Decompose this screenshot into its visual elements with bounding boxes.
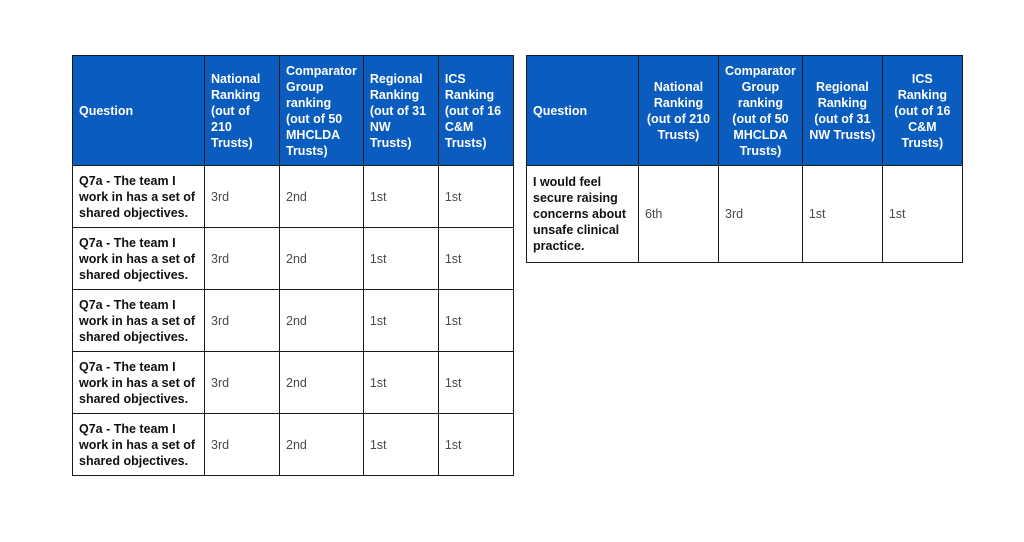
ics-ranking-cell: 1st xyxy=(438,414,513,476)
national-ranking-cell: 3rd xyxy=(205,352,280,414)
comparator-ranking-cell: 2nd xyxy=(280,228,364,290)
comparator-ranking-cell: 2nd xyxy=(280,166,364,228)
question-cell: Q7a - The team I work in has a set of shared objectives. xyxy=(73,290,205,352)
table-row xyxy=(73,290,514,352)
table-row xyxy=(527,166,963,263)
regional-ranking-cell: 1st xyxy=(363,414,438,476)
table-row xyxy=(73,414,514,476)
comparator-ranking-cell: 3rd xyxy=(719,166,803,263)
header-comparator-ranking: Comparator Group ranking (out of 50 MHCLDA Trusts) xyxy=(719,56,803,166)
regional-ranking-cell: 1st xyxy=(363,352,438,414)
question-cell: Q7a - The team I work in has a set of shared objectives. xyxy=(73,166,205,228)
regional-ranking-cell: 1st xyxy=(363,290,438,352)
ics-ranking-cell: 1st xyxy=(438,166,513,228)
regional-ranking-cell: 1st xyxy=(363,166,438,228)
comparator-ranking-cell: 2nd xyxy=(280,352,364,414)
header-regional-ranking: Regional Ranking (out of 31 NW Trusts) xyxy=(802,56,882,166)
rankings-table-right xyxy=(526,55,963,263)
header-regional-ranking: Regional Ranking (out of 31 NW Trusts) xyxy=(363,56,438,166)
header-ics-ranking: ICS Ranking (out of 16 C&M Trusts) xyxy=(882,56,962,166)
header-ics-ranking: ICS Ranking (out of 16 C&M Trusts) xyxy=(438,56,513,166)
question-cell: Q7a - The team I work in has a set of shared objectives. xyxy=(73,228,205,290)
header-question: Question xyxy=(73,56,205,166)
rankings-table-left xyxy=(72,55,514,476)
comparator-ranking-cell: 2nd xyxy=(280,414,364,476)
national-ranking-cell: 3rd xyxy=(205,290,280,352)
header-national-ranking: National Ranking (out of 210 Trusts) xyxy=(639,56,719,166)
ics-ranking-cell: 1st xyxy=(438,352,513,414)
header-row xyxy=(527,56,963,166)
header-row xyxy=(73,56,514,166)
ics-ranking-cell: 1st xyxy=(438,228,513,290)
table-row xyxy=(73,352,514,414)
question-cell: I would feel secure raising concerns about unsafe clinical practice. xyxy=(527,166,639,263)
header-national-ranking: National Ranking (out of 210 Trusts) xyxy=(205,56,280,166)
question-cell: Q7a - The team I work in has a set of shared objectives. xyxy=(73,352,205,414)
regional-ranking-cell: 1st xyxy=(363,228,438,290)
national-ranking-cell: 3rd xyxy=(205,228,280,290)
ics-ranking-cell: 1st xyxy=(438,290,513,352)
header-question: Question xyxy=(527,56,639,166)
regional-ranking-cell: 1st xyxy=(802,166,882,263)
comparator-ranking-cell: 2nd xyxy=(280,290,364,352)
table-row xyxy=(73,228,514,290)
national-ranking-cell: 3rd xyxy=(205,166,280,228)
national-ranking-cell: 3rd xyxy=(205,414,280,476)
table-row xyxy=(73,166,514,228)
question-cell: Q7a - The team I work in has a set of shared objectives. xyxy=(73,414,205,476)
national-ranking-cell: 6th xyxy=(639,166,719,263)
header-comparator-ranking: Comparator Group ranking (out of 50 MHCLDA Trusts) xyxy=(280,56,364,166)
ics-ranking-cell: 1st xyxy=(882,166,962,263)
